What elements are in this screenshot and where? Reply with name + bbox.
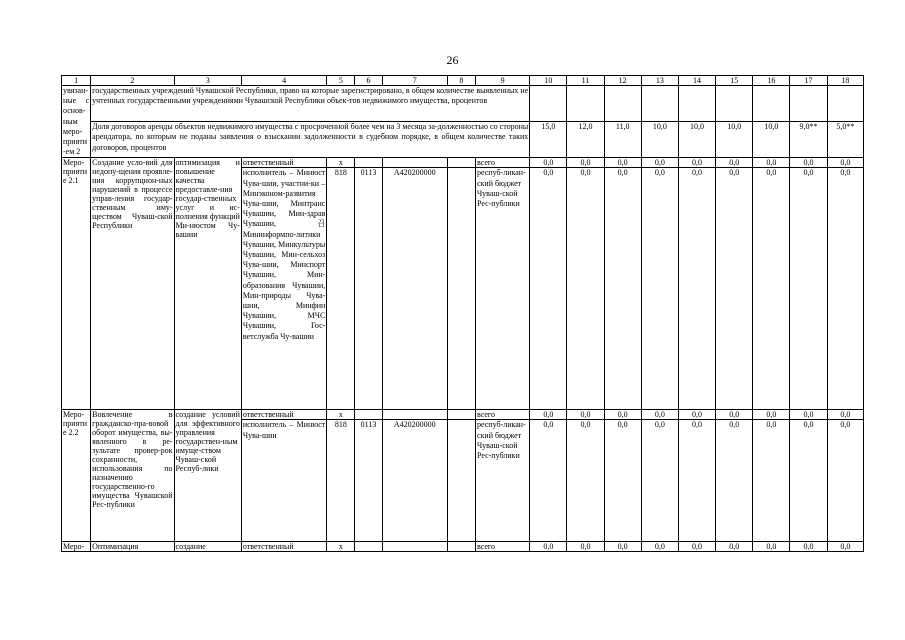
indicator-1-cell bbox=[753, 86, 790, 122]
column-number: 3 bbox=[174, 76, 241, 86]
measure-2-3-total-value: 0,0 bbox=[716, 542, 753, 552]
column-number: 16 bbox=[753, 76, 790, 86]
column-number: 18 bbox=[827, 76, 863, 86]
measure-2-3-name: Оптимизация bbox=[91, 542, 174, 552]
measure-2-1-x: x bbox=[327, 158, 355, 168]
indicator-1-cell bbox=[678, 86, 715, 122]
column-number: 8 bbox=[447, 76, 475, 86]
measure-2-1-value: 0,0 bbox=[530, 168, 567, 410]
measure-2-1-value: 0,0 bbox=[678, 168, 715, 410]
measure-2-2-source-total: всего bbox=[475, 410, 529, 420]
indicator-1-cell bbox=[530, 86, 567, 122]
measure-2-2-responsible: исполнитель – Минюст Чува-шии bbox=[241, 420, 326, 542]
page-number: 26 bbox=[446, 53, 459, 67]
measure-2-1-total-value: 0,0 bbox=[790, 158, 827, 168]
column-number-row bbox=[62, 76, 864, 86]
measure-2-2-csr: А420200000 bbox=[382, 420, 447, 542]
measure-2-2-value: 0,0 bbox=[530, 420, 567, 542]
measure-2-2-total-value: 0,0 bbox=[567, 410, 604, 420]
measure-2-3-total-value: 0,0 bbox=[790, 542, 827, 552]
indicator-row-1 bbox=[62, 86, 864, 122]
measure-2-3-total-value: 0,0 bbox=[678, 542, 715, 552]
column-number: 6 bbox=[355, 76, 382, 86]
measure-2-2-total-value: 0,0 bbox=[790, 410, 827, 420]
measure-2-3-total-value: 0,0 bbox=[567, 542, 604, 552]
measure-2-2-value: 0,0 bbox=[641, 420, 678, 542]
indicator-1-cell bbox=[604, 86, 641, 122]
column-number: 4 bbox=[241, 76, 326, 86]
measure-2-1-rzpr: 0113 bbox=[355, 168, 382, 410]
measure-2-3-source-total: всего bbox=[475, 542, 529, 552]
measure-2-2-total-value: 0,0 bbox=[604, 410, 641, 420]
measure-2-1-total-value: 0,0 bbox=[753, 158, 790, 168]
measure-2-1-grbs: 818 bbox=[327, 168, 355, 410]
measure-2-1-total-value: 0,0 bbox=[530, 158, 567, 168]
measure-2-1-label: Меро-приятие 2.1 bbox=[62, 158, 91, 410]
measure-2-1-total-row bbox=[62, 158, 864, 168]
measure-2-3-cell bbox=[447, 542, 475, 552]
measure-2-3-label: Меро- bbox=[62, 542, 91, 552]
measure-2-1-value: 0,0 bbox=[567, 168, 604, 410]
measure-2-1-value: 0,0 bbox=[716, 168, 753, 410]
measure-2-2-total-value: 0,0 bbox=[641, 410, 678, 420]
measure-2-2-cell bbox=[355, 410, 382, 420]
indicator-1-text: государственных учреждений Чувашской Республики, право на которые зарегистрировано, в общем количестве выявленных не учтенных государственными учреждениями Чувашской Республики объек-тов недвижимого имущества, процентов bbox=[91, 86, 530, 122]
measure-2-1-value: 0,0 bbox=[790, 168, 827, 410]
indicator-2-text: Доля договоров аренды объектов недвижимого имущества с просроченной более чем на 3 месяца за-долженностью со стороны арендатора, по которым не поданы заявления о взыскании задолженности в судебном порядке, в общем количестве таких договоров, процентов bbox=[91, 122, 530, 158]
measure-2-3-total-value: 0,0 bbox=[753, 542, 790, 552]
measure-2-1-cell bbox=[355, 158, 382, 168]
indicator-row-2 bbox=[62, 122, 864, 158]
measure-2-2-total-value: 0,0 bbox=[716, 410, 753, 420]
measure-2-2-value: 0,0 bbox=[753, 420, 790, 542]
measure-2-2-cell bbox=[447, 420, 475, 542]
measure-2-2-x: x bbox=[327, 410, 355, 420]
measure-2-1-value: 0,0 bbox=[827, 168, 863, 410]
measure-2-3-total-value: 0,0 bbox=[604, 542, 641, 552]
measure-2-3-x: x bbox=[327, 542, 355, 552]
column-number: 13 bbox=[641, 76, 678, 86]
measure-2-1-source-total: всего bbox=[475, 158, 529, 168]
measure-2-3-cell bbox=[355, 542, 382, 552]
column-number: 12 bbox=[604, 76, 641, 86]
measure-2-1-cell bbox=[382, 158, 447, 168]
indicator-2-value: 12,0 bbox=[567, 122, 604, 158]
measure-2-1-value: 0,0 bbox=[753, 168, 790, 410]
measure-2-1-total-value: 0,0 bbox=[641, 158, 678, 168]
measure-2-2-value: 0,0 bbox=[604, 420, 641, 542]
column-number: 5 bbox=[327, 76, 355, 86]
measure-2-3-total-value: 0,0 bbox=[827, 542, 863, 552]
measure-2-2-total-row bbox=[62, 410, 864, 420]
measure-2-1-total-value: 0,0 bbox=[604, 158, 641, 168]
measure-2-2-cell bbox=[382, 410, 447, 420]
measure-2-1-name: Создание усло-вий для недопу-щения проявле-ния коррупцион-ных нарушений в процессе управ-ления государ-ственным иму-ществом Чуваш-ской Республики bbox=[91, 158, 174, 410]
indicator-1-cell bbox=[641, 86, 678, 122]
measure-2-2-rzpr: 0113 bbox=[355, 420, 382, 542]
measure-2-2-label: Меро-приятие 2.2 bbox=[62, 410, 91, 542]
measure-2-2-grbs: 818 bbox=[327, 420, 355, 542]
measure-2-2-total-value: 0,0 bbox=[530, 410, 567, 420]
column-number: 15 bbox=[716, 76, 753, 86]
measure-2-1-value: 0,0 bbox=[604, 168, 641, 410]
measure-2-2-value: 0,0 bbox=[567, 420, 604, 542]
column-number: 2 bbox=[91, 76, 174, 86]
measure-2-1-responsible-top: ответственный bbox=[241, 158, 326, 168]
indicator-2-value: 5,0** bbox=[827, 122, 863, 158]
measure-2-1-total-value: 0,0 bbox=[678, 158, 715, 168]
measure-2-2-cell bbox=[447, 410, 475, 420]
indicator-2-value: 10,0 bbox=[753, 122, 790, 158]
measure-2-2-source: респуб-ликан-ский бюджет Чуваш-ской Рес-публики bbox=[475, 420, 529, 542]
measure-2-1-value: 0,0 bbox=[641, 168, 678, 410]
indicator-1-cell bbox=[567, 86, 604, 122]
measure-2-2-value: 0,0 bbox=[790, 420, 827, 542]
row-label-indicators: увязан-ные с основ-ным меро-прияти-ем 2 bbox=[63, 86, 90, 157]
program-table bbox=[61, 75, 864, 552]
measure-2-1-goal: оптимизация и повышение качества предоставле-ния государ-ственных услуг и ис-полнения функций Ми-нюстом Чу-вашии bbox=[174, 158, 241, 410]
measure-2-2-value: 0,0 bbox=[827, 420, 863, 542]
measure-2-2-responsible-top: ответственный bbox=[241, 410, 326, 420]
measure-2-2-goal: создание условий для эффективного управления государствен-ным имуще-ством Чуваш-ской Респуб-лики bbox=[174, 410, 241, 542]
measure-2-3-total-value: 0,0 bbox=[641, 542, 678, 552]
measure-2-2-total-value: 0,0 bbox=[678, 410, 715, 420]
indicator-2-value: 9,0** bbox=[790, 122, 827, 158]
indicator-1-cell bbox=[716, 86, 753, 122]
column-number: 7 bbox=[382, 76, 447, 86]
measure-2-3-total-value: 0,0 bbox=[530, 542, 567, 552]
column-number: 17 bbox=[790, 76, 827, 86]
column-number: 9 bbox=[475, 76, 529, 86]
measure-2-1-total-value: 0,0 bbox=[827, 158, 863, 168]
measure-2-2-total-value: 0,0 bbox=[753, 410, 790, 420]
measure-2-1-total-value: 0,0 bbox=[567, 158, 604, 168]
measure-2-1-source: респуб-ликан-ский бюджет Чуваш-ской Рес-публики bbox=[475, 168, 529, 410]
indicator-2-value: 10,0 bbox=[716, 122, 753, 158]
measure-2-2-value: 0,0 bbox=[716, 420, 753, 542]
measure-2-1-cell bbox=[447, 168, 475, 410]
measure-2-2-value: 0,0 bbox=[678, 420, 715, 542]
indicator-2-value: 10,0 bbox=[678, 122, 715, 158]
indicator-2-value: 10,0 bbox=[641, 122, 678, 158]
column-number: 11 bbox=[567, 76, 604, 86]
measure-2-1-cell bbox=[447, 158, 475, 168]
indicator-2-value: 11,0 bbox=[604, 122, 641, 158]
measure-2-3-cell bbox=[382, 542, 447, 552]
column-number: 10 bbox=[530, 76, 567, 86]
column-number: 14 bbox=[678, 76, 715, 86]
measure-2-3-goal: создание bbox=[174, 542, 241, 552]
measure-2-2-name: Вовлечение в гражданско-пра-вовой оборот имущества, вы-явленного в ре-зультате провер-рок сохранности, использования по назначению государственно-го имущества Чувашской Рес-публики bbox=[91, 410, 174, 542]
indicator-1-cell bbox=[827, 86, 863, 122]
measure-2-1-responsible: исполнитель – Минюст Чува-шии, участни-ки – Минэконом-развития Чува-шии, Минтранс Чувашии, Мин-здрав Чувашии,召 Мининформпо-литики Чувашии, Минкультуры Чувашии, Мин-сельхоз Чува-шии, Минспорт Чувашии, Мин-образования Чувашии, Мин-природы Чува-шии, Минфин Чувашии, МЧС Чувашии, Гос-ветслужба Чу-вашии bbox=[241, 168, 326, 410]
indicator-1-cell bbox=[790, 86, 827, 122]
measure-2-2-total-value: 0,0 bbox=[827, 410, 863, 420]
measure-2-3-responsible-top: ответственный bbox=[241, 542, 326, 552]
measure-2-1-csr: А420200000 bbox=[382, 168, 447, 410]
measure-2-1-total-value: 0,0 bbox=[716, 158, 753, 168]
indicator-2-value: 15,0 bbox=[530, 122, 567, 158]
column-number: 1 bbox=[62, 76, 91, 86]
measure-2-3-total-row bbox=[62, 542, 864, 552]
